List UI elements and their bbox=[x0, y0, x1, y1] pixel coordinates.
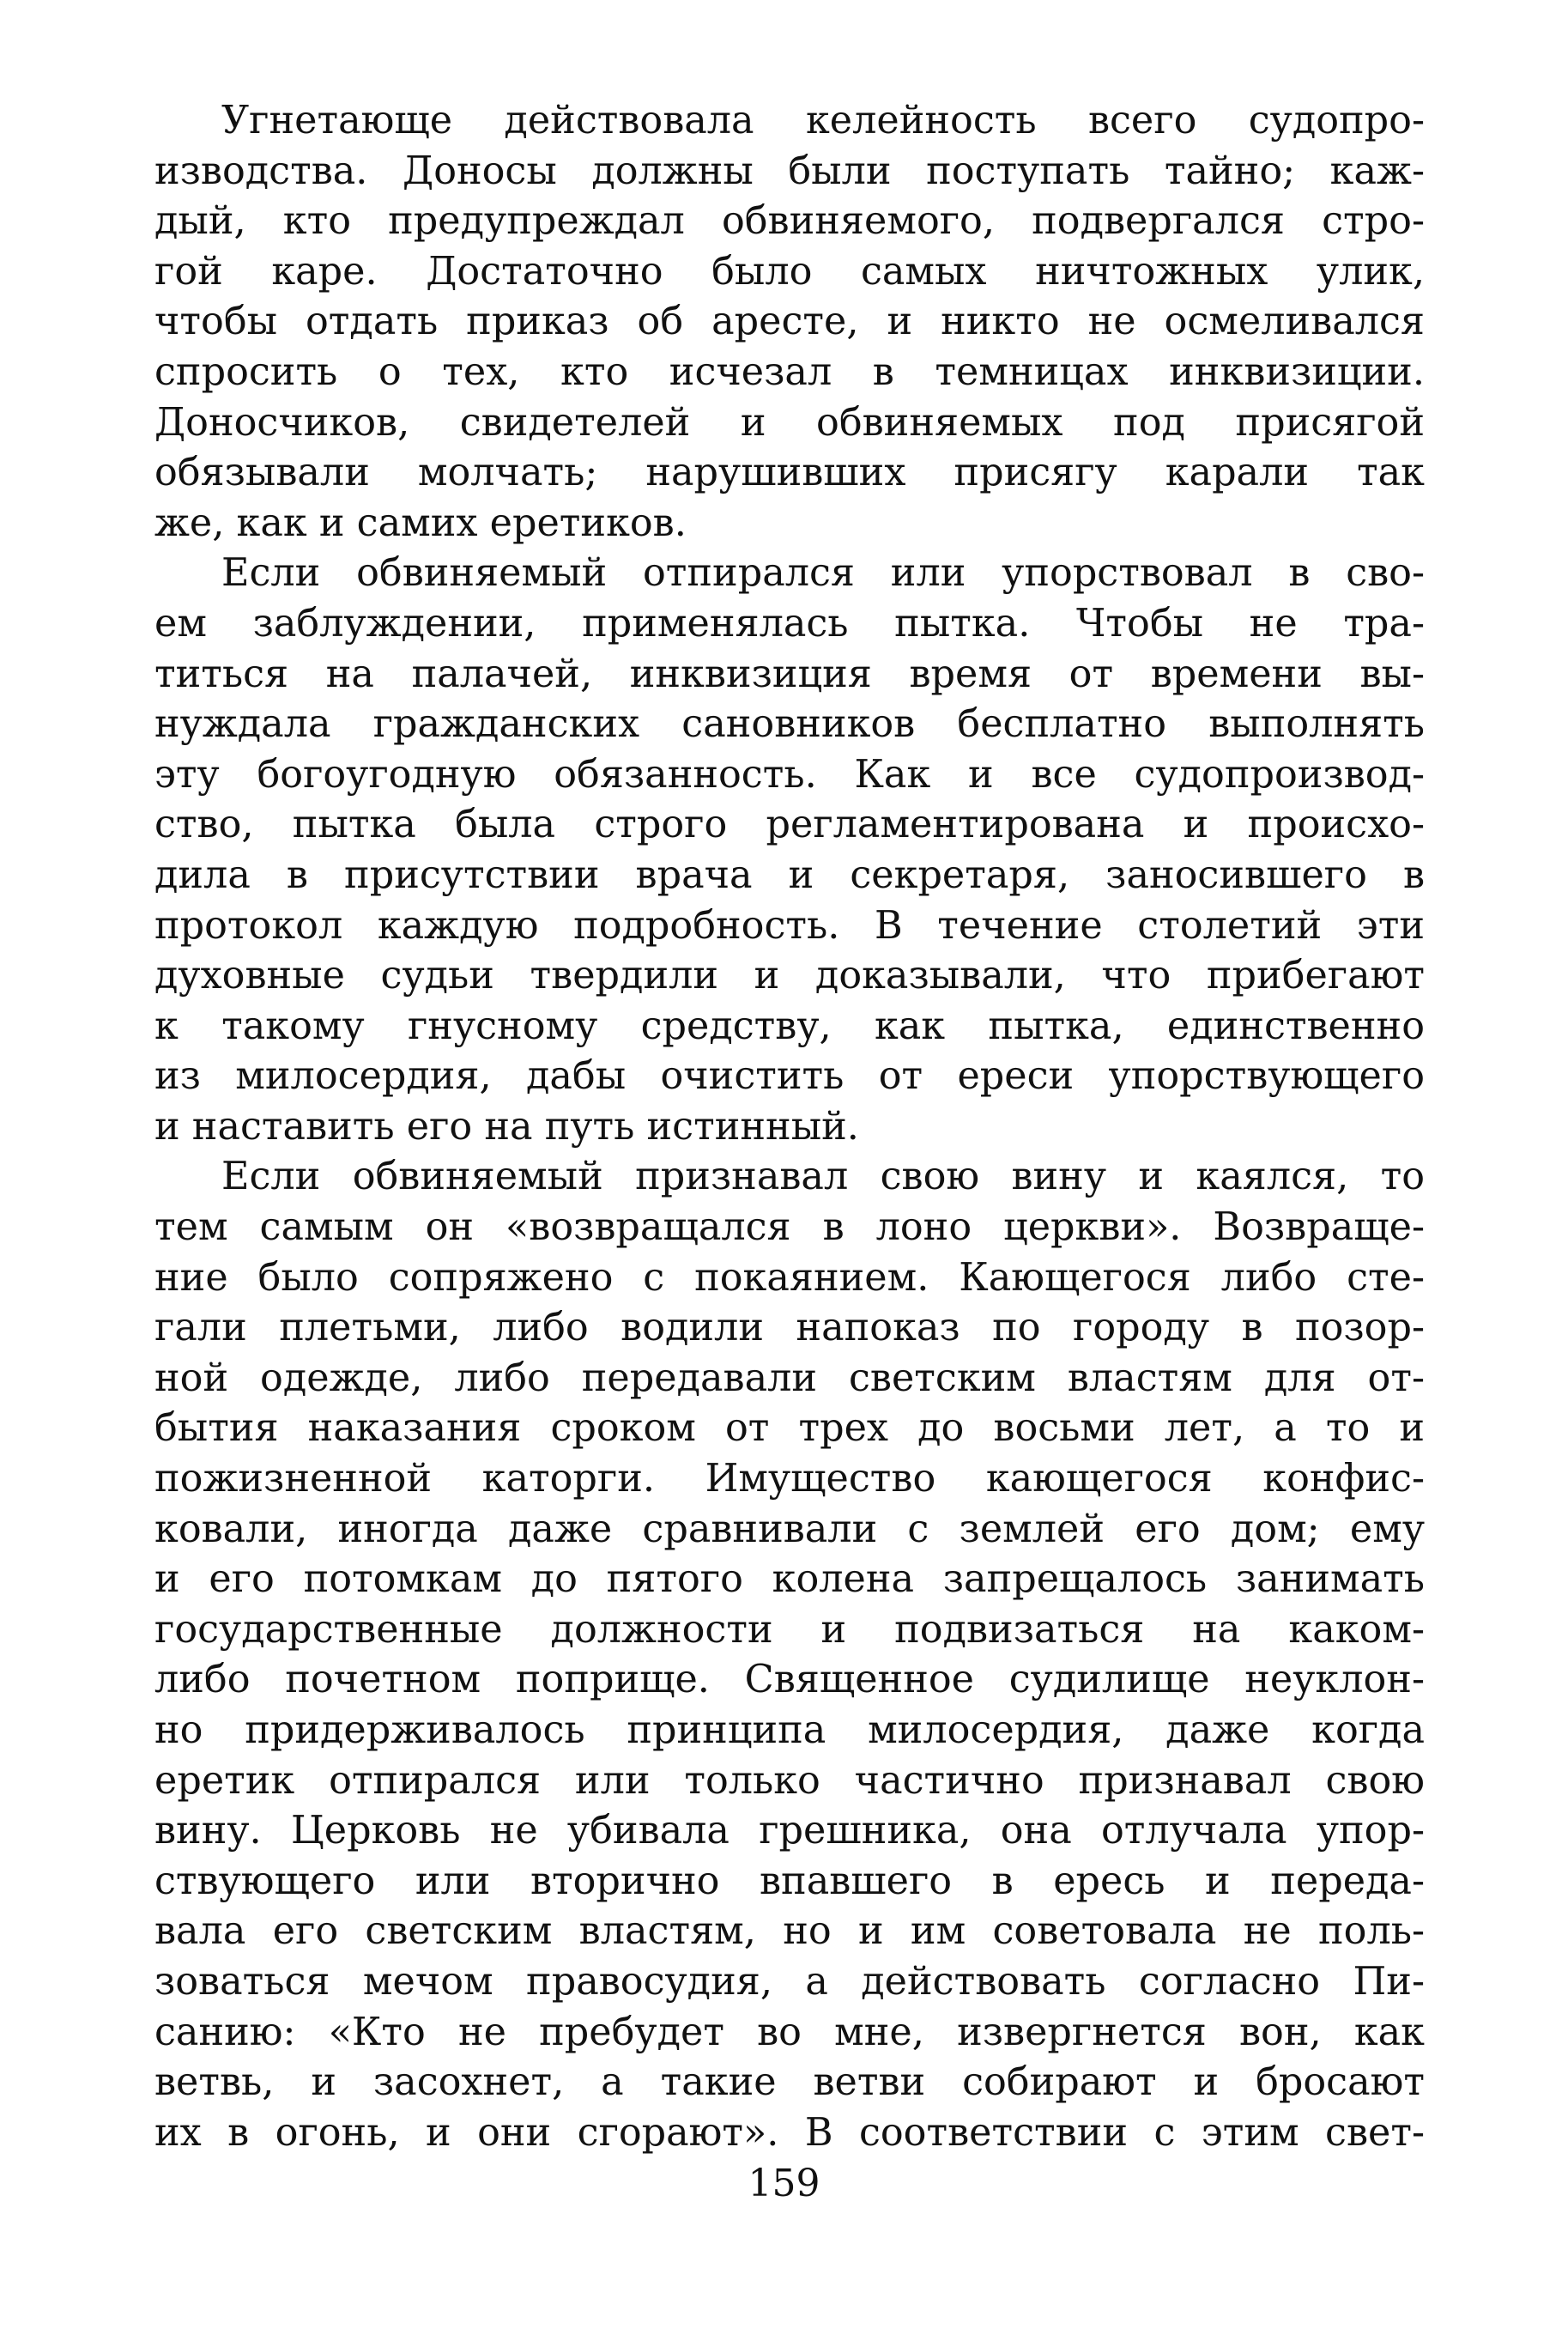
text-line: вала его светским властям, но и им советовала не поль- bbox=[154, 1909, 1425, 1954]
text-line: ем заблуждении, применялась пытка. Чтобы не тра- bbox=[154, 601, 1425, 646]
text-line: государственные должности и подвизаться на каком- bbox=[154, 1607, 1425, 1652]
text-line: гали плетьми, либо водили напоказ по городу в позор- bbox=[154, 1306, 1425, 1350]
text-line: тем самым он «возвращался в лоно церкви». Возвраще- bbox=[154, 1205, 1425, 1250]
text-line: чтобы отдать приказ об аресте, и никто не осмеливался bbox=[154, 300, 1425, 344]
text-line: Угнетающе действовала келейность всего судопро- bbox=[221, 99, 1425, 143]
text-line: зоваться мечом правосудия, а действовать согласно Пи- bbox=[154, 1959, 1425, 2004]
text-line: либо почетном поприще. Священное судилище неуклон- bbox=[154, 1658, 1425, 1702]
text-line: Если обвиняемый признавал свою вину и каялся, то bbox=[221, 1155, 1425, 1199]
text-line: вину. Церковь не убивала грешника, она отлучала упор- bbox=[154, 1809, 1425, 1853]
text-line: ствующего или вторично впавшего в ересь и переда- bbox=[154, 1859, 1425, 1903]
text-line: Доносчиков, свидетелей и обвиняемых под присягой bbox=[154, 400, 1425, 445]
page-number: 159 bbox=[748, 2162, 820, 2205]
text-line: протокол каждую подробность. В течение столетий эти bbox=[154, 903, 1425, 948]
text-line: обязывали молчать; нарушивших присягу карали так bbox=[154, 451, 1425, 495]
text-line: ство, пытка была строго регламентирована и происхо- bbox=[154, 803, 1425, 847]
text-line: из милосердия, дабы очистить от ереси упорствующего bbox=[154, 1054, 1425, 1099]
text-line: ной одежде, либо передавали светским властям для от- bbox=[154, 1356, 1425, 1400]
text-line: еретик отпирался или только частично признавал свою bbox=[154, 1758, 1425, 1803]
paragraph-2 bbox=[154, 549, 1425, 1152]
text-line: бытия наказания сроком от трех до восьми лет, а то и bbox=[154, 1406, 1425, 1451]
body-text bbox=[154, 96, 1425, 2158]
text-line: дый, кто предупреждал обвиняемого, подвергался стро- bbox=[154, 199, 1425, 244]
text-line: гой каре. Достаточно было самых ничтожных улик, bbox=[154, 249, 1425, 294]
text-line: к такому гнусному средству, как пытка, единственно bbox=[154, 1004, 1425, 1048]
text-line: санию: «Кто не пребудет во мне, извергнется вон, как bbox=[154, 2010, 1425, 2054]
text-line: нуждала гражданских сановников бесплатно выполнять bbox=[154, 702, 1425, 747]
text-line: и его потомкам до пятого колена запрещалось занимать bbox=[154, 1557, 1425, 1602]
paragraph-1 bbox=[154, 96, 1425, 549]
paragraph-3 bbox=[154, 1152, 1425, 2158]
text-line: пожизненной каторги. Имущество кающегося конфис- bbox=[154, 1457, 1425, 1501]
text-line: изводства. Доносы должны были поступать тайно; каж- bbox=[154, 149, 1425, 193]
text-line: ние было сопряжено с покаянием. Кающегося либо сте- bbox=[154, 1255, 1425, 1300]
text-line: эту богоугодную обязанность. Как и все судопроизвод- bbox=[154, 752, 1425, 797]
text-line: но придерживалось принципа милосердия, даже когда bbox=[154, 1708, 1425, 1752]
text-line: духовные судьи твердили и доказывали, что прибегают bbox=[154, 954, 1425, 998]
text-line: же, как и самих еретиков. bbox=[154, 500, 687, 545]
text-line: и наставить его на путь истинный. bbox=[154, 1104, 859, 1149]
text-line: их в огонь, и они сгорают». В соответствии с этим свет- bbox=[154, 2110, 1425, 2155]
text-line: дила в присутствии врача и секретаря, заносившего в bbox=[154, 852, 1425, 897]
text-line: спросить о тех, кто исчезал в темницах инквизиции. bbox=[154, 349, 1425, 394]
text-line: ветвь, и засохнет, а такие ветви собирают и бросают bbox=[154, 2060, 1425, 2105]
text-line: Если обвиняемый отпирался или упорствовал в сво- bbox=[221, 551, 1425, 596]
text-line: ковали, иногда даже сравнивали с землей его дом; ему bbox=[154, 1507, 1425, 1551]
text-line: титься на палачей, инквизиция время от времени вы- bbox=[154, 652, 1425, 696]
